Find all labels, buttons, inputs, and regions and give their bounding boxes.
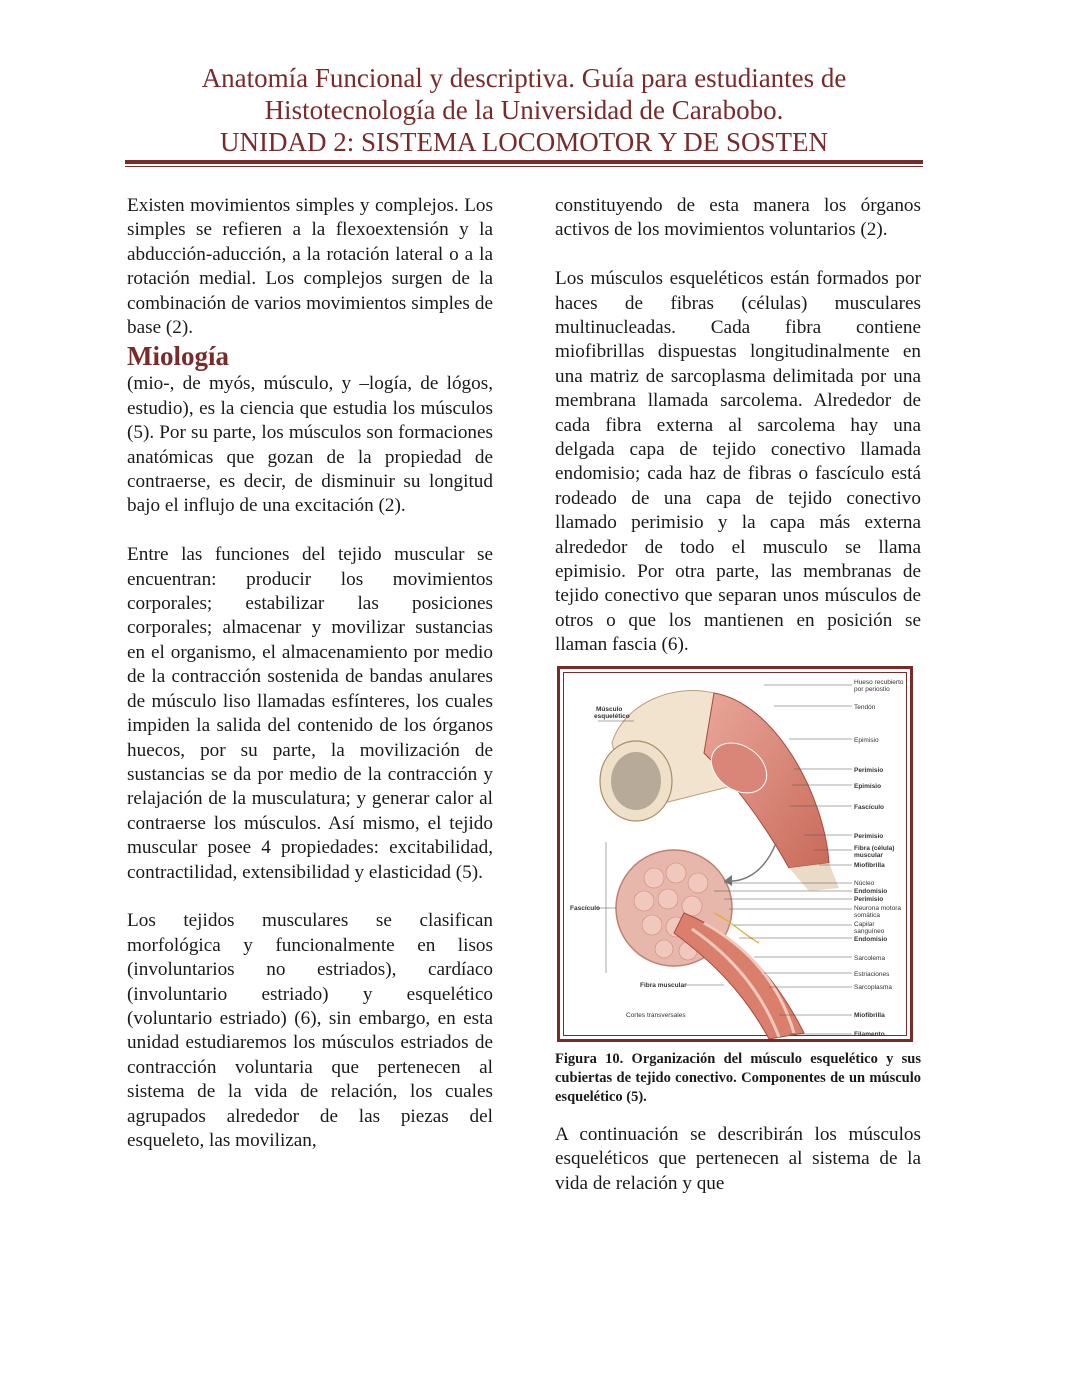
tendon-strip xyxy=(789,863,839,891)
label-nucleo: Núcleo xyxy=(854,879,875,887)
label-sarcoplasma: Sarcoplasma xyxy=(854,983,892,991)
label-filamento: Filamento xyxy=(854,1030,885,1038)
header-rule-thick xyxy=(125,160,923,164)
label-fibra-muscular: Fibra muscular xyxy=(640,981,687,989)
label-tendon: Tendón xyxy=(854,703,876,711)
muscle-fibers xyxy=(674,913,804,1039)
label-perimisio-3: Perimisio xyxy=(854,895,884,903)
right-column xyxy=(555,194,921,1196)
label-endomisio-1: Endomisio xyxy=(854,887,888,895)
label-sarcolema: Sarcolema xyxy=(854,954,886,962)
label-fasciculo-left: Fascículo xyxy=(570,904,600,912)
paragraph-active-organs: constituyendo de esta manera los órganos activos de los movimientos voluntarios (2). xyxy=(555,195,921,241)
label-endomisio-2: Endomisio xyxy=(854,935,888,943)
header-line-2: Histotecnología de la Universidad de Carabobo. xyxy=(264,95,784,125)
left-column xyxy=(127,194,493,1178)
label-musculo-1: Músculo xyxy=(596,705,623,713)
label-capilar-2: sanguíneo xyxy=(854,927,885,935)
label-estriaciones: Estriaciones xyxy=(854,970,890,978)
paragraph-miologia-definition: (mio-, de myós, músculo, y –logía, de lógos, estudio), es la ciencia que estudia los músculos (5). Por su parte, los músculos son formaciones anatómicas que gozan de la propiedad de contraerse, es decir, de disminuir su longitud bajo el influjo de una excitación (2). xyxy=(127,373,493,517)
header-line-1: Anatomía Funcional y descriptiva. Guía para estudiantes de xyxy=(201,63,847,93)
label-miofibrilla-2: Miofibrilla xyxy=(854,1011,885,1019)
bone-marrow xyxy=(611,752,661,810)
label-miofibrilla-1: Miofibrilla xyxy=(854,861,885,869)
label-fasciculo-right: Fascículo xyxy=(854,803,884,811)
paragraph-continuation: A continuación se describirán los músculos esqueléticos que pertenecen al sistema de la vida de relación y que xyxy=(555,1123,921,1194)
figure-10-frame xyxy=(557,666,913,1042)
label-epimisio-1: Epimisio xyxy=(854,736,879,744)
page-header xyxy=(125,62,923,158)
skeletal-muscle-diagram xyxy=(564,673,910,1039)
label-hueso-2: por periostio xyxy=(854,685,890,693)
section-heading-miologia: Miología xyxy=(127,341,229,372)
label-cortes-transversales: Cortes transversales xyxy=(626,1011,686,1019)
label-epimisio-2: Epimisio xyxy=(854,782,882,790)
label-fibra-1: Fibra (célula) xyxy=(854,844,895,852)
paragraph-skeletal-structure: Los músculos esqueléticos están formados por haces de fibras (células) musculares multinucleadas. Cada fibra contiene miofibrillas dispuestas longitudinalmente en una matriz de sarcoplasma delimitada por una membrana llamada sarcolema. Alrededor de cada fibra externa al sarcolema hay una delgada capa de tejido conectivo llamada endomisio; cada haz de fibras o fascículo está rodeado de una capa de tejido conectivo llamado perimisio y la capa más externa alrededor de todo el musculo se llama epimisio. Por otra parte, las membranas de tejido conectivo que separan unos músculos de otros o que los mantienen en posición se llaman fascia (6). xyxy=(555,268,921,656)
label-hueso-1: Hueso recubierto xyxy=(854,678,904,686)
header-line-3: UNIDAD 2: SISTEMA LOCOMOTOR Y DE SOSTEN xyxy=(219,127,829,157)
paragraph-muscle-functions: Entre las funciones del tejido muscular se encuentran: producir los movimientos corporales; estabilizar las posiciones corporales; almacenar y movilizar sustancias en el organismo, el almacenamiento por medio de la contracción sostenida de bandas anulares de músculo liso llamadas esfínteres, los cuales impiden la salida del contenido de los órganos huecos, por su parte, la movilización de sustancias se da por medio de la contracción y relajación de la musculatura; y generar calor al contraerse los músculos. Así mismo, el tejido muscular posee 4 propiedades: excitabilidad, contractilidad, extensibilidad y elasticidad (5). xyxy=(127,544,493,883)
paragraph-movements: Existen movimientos simples y complejos. Los simples se refieren a la flexoextensión y la abducción-aducción, a la rotación lateral o a la rotación medial. Los complejos surgen de la combinación de varios movimientos simples de base (2). xyxy=(127,195,493,339)
figure-10-caption: Figura 10. Organización del músculo esquelético y sus cubiertas de tejido conectivo. Componentes de un músculo esquelético (5). xyxy=(555,1050,921,1105)
label-fibra-2: muscular xyxy=(854,851,883,859)
label-neurona-2: somática xyxy=(854,911,881,919)
figure-10-illustration xyxy=(563,672,907,1036)
label-musculo-2: esquelético xyxy=(594,712,630,720)
paragraph-muscle-classification: Los tejidos musculares se clasifican morfológica y funcionalmente en lisos (involuntarios no estriados), cardíaco (involuntario estriado) y esquelético (voluntario estriado) (6), sin embargo, en esta unidad estudiaremos los músculos estriados de contracción voluntaria que pertenecen al sistema de la vida de relación, los cuales agrupados alrededor de las piezas del esqueleto, las movilizan, xyxy=(127,910,493,1151)
label-perimisio-2: Perimisio xyxy=(854,832,884,840)
header-rule-thin xyxy=(125,166,923,167)
label-neurona-1: Neurona motora xyxy=(854,904,901,912)
label-capilar-1: Capilar xyxy=(854,920,875,928)
label-perimisio-1: Perimisio xyxy=(854,766,884,774)
